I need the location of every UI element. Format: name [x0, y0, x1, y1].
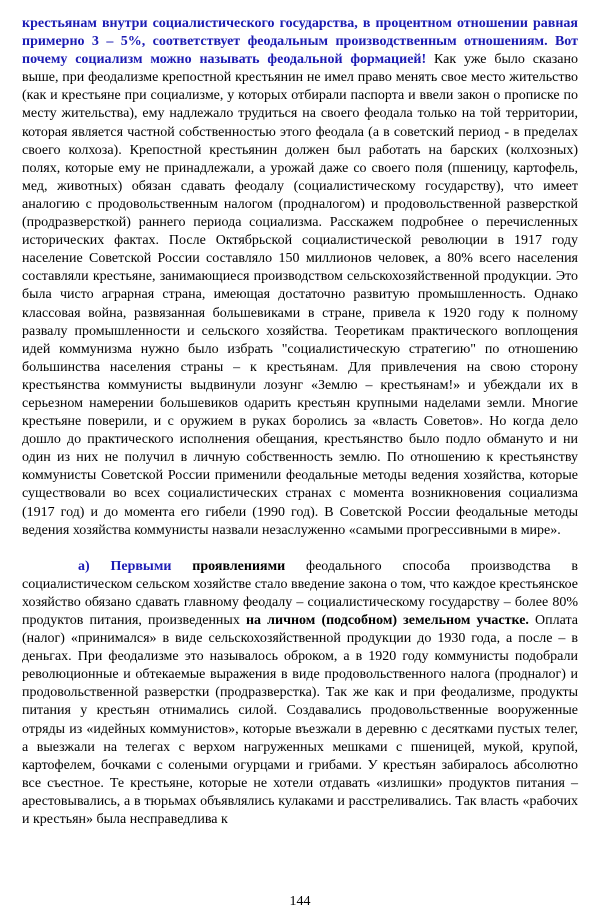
text-segment: феодального способа производства в социалистическом сельском хозяйстве стало введение закона о том, что каждое крестьянское хозяйство обязано сдавать главному феодалу – социалистическому государству – более 80% продуктов питания, произведенных [22, 558, 582, 628]
text-segment: проявлениями [171, 558, 286, 574]
text-segment: на личном (подсобном) земельном участке. [245, 613, 529, 628]
paragraph-item-a [22, 558, 582, 829]
text-segment: крестьянам внутри социалистического государства, в процентном отношении равная примерно 3 – 5%, соответствует феодальным производственным отношениям. Вот почему социализм можно называть феодальной формацией! [22, 16, 582, 68]
text-segment: а) Первыми [78, 558, 172, 574]
text-segment: Как уже было сказано выше, при феодализме крепостной крестьянин не имел право менять свое место жительство (как и крестьяне при социализме, у которых отбирали паспорта и ввели закон о прописке по месту жительства), ему надлежало трудиться на своего феодала только на той территории, которая является частной собственностью этого феодала (а в советский период - в пределах своего колхоза). Крепостной крестьянин должен был работать на барских (колхозных) полях, которые ему не принадлежали, а урожай даже со своего поля (пшеницу, картофель, мед, животных) обязан сдавать феодалу (социалистическому государству), что имеет аналогию с продовольственным налогом (продналогом) и продовольственной разверсткой (продразверсткой) раннего периода социализма. Расскажем подробнее о перечисленных исторических фактах. После Октябрьской социалистической революции в 1917 году население Советской России составляло 150 миллионов человек, а 80% всего населения составляли крестьяне, занимающиеся производством сельскохозяйственной продукции. Это была чисто аграрная страна, имеющая достаточно развитую промышленность. Однако классовая война, развязанная большевиками в стране, привела к 1920 году к полному развалу промышленности и сельского хозяйства. Теоретикам практического воплощения идей коммунизма нужно было избрать "социалистическую стратегию" по отношению большинства населения страны – к крестьянам. Для привлечения на свою сторону крестьянства коммунисты выдвинули лозунг «Землю – крестьянам!» и убеждали их в серьезном намерении большевиков одарить крестьян крупными наделами земли. Многие крестьяне поверили, и с оружием в руках боролись за «власть Советов». Но когда дело дошло до практического исполнения обещания, крестьянство было подло обмануто и ни один из них не получил в личную собственность землю. По отношению к крестьянству коммунисты Советской России применили феодальные методы ведения хозяйства, которые существовали во всех социалистических странах с момента возникновения социализма (1917 год) и до момента его гибели (1990 год). В Советской России феодальные методы ведения хозяйства коммунисты назвали незаслуженно «самыми прогрессивными в мире». [22, 52, 582, 538]
text-segment: Оплата (налог) «принимался» в виде сельскохозяйственной продукции до 1930 года, а после – в деньгах. При феодализме это называлось оброком, а в 1920 году коммунисты подобрали революционные и обтекаемые выражения в виде продовольственного налога (продналог) и продовольственной разверстки (продразверстка). Так же как и при феодализме, продукты питания у крестьян отнимались силой. Создавались продовольственные вооруженные отряды из «идейных коммунистов», которые въезжали в деревню с десятками пустых телег, а выезжали на телегах с верхом нагруженных мешками с пшеницей, мукой, крупой, картофелем, бочками с солеными огурцами и грибами. У крестьян забиралось абсолютно все съестное. Те крестьяне, которые не хотели отдавать «излишки» продуктов питания – арестовывались, а в тюрьмах объявлялись кулаками и расстреливались. Так власть «рабочих и крестьян» была несправедлива к [22, 613, 582, 828]
page-number: 144 [289, 894, 311, 909]
paragraph-continuation [22, 15, 582, 540]
